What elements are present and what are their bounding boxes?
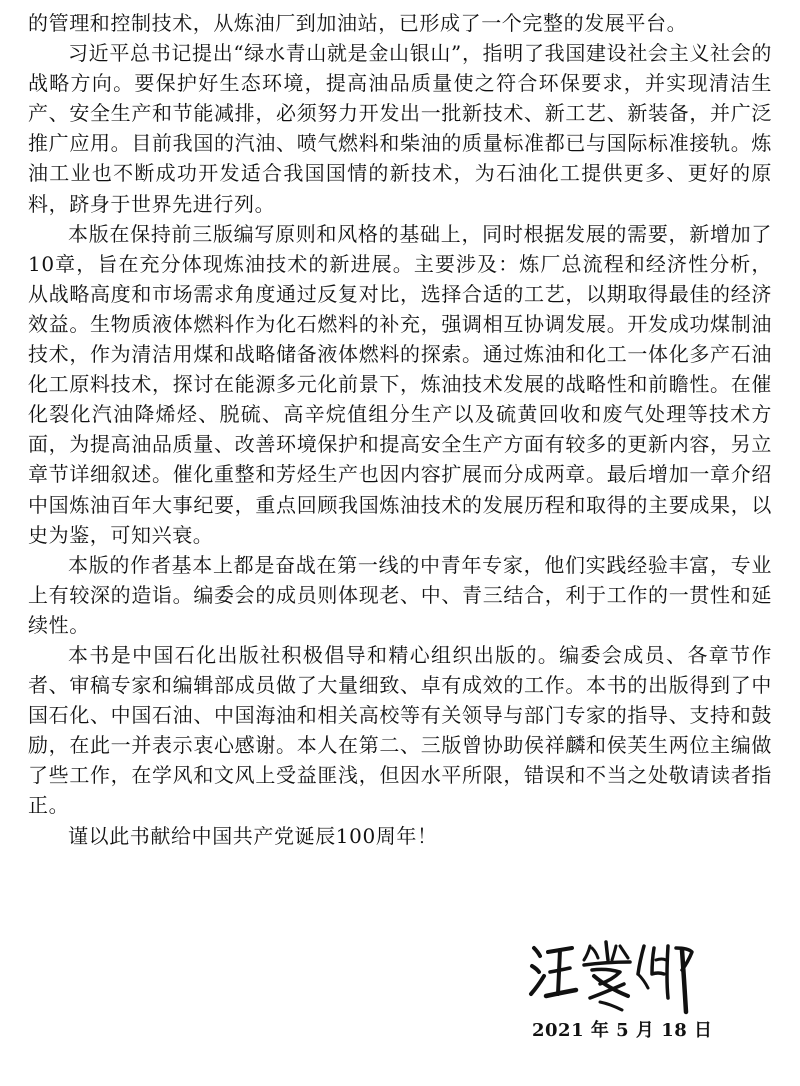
paragraph-authors: 本版的作者基本上都是奋战在第一线的中青年专家，他们实践经验丰富，专业上有较深的造诣。编委会的成员则体现老、中、青三结合，利于工作的一贯性和延续性。 <box>28 552 772 637</box>
handwritten-signature <box>528 938 698 1016</box>
paragraph-continuation: 的管理和控制技术，从炼油厂到加油站，已形成了一个完整的发展平台。 <box>28 11 688 35</box>
document-body <box>28 8 772 851</box>
paragraph-green-mountains: 习近平总书记提出“绿水青山就是金山银山”，指明了我国建设社会主义社会的战略方向。要保护好生态环境，提高油品质量使之符合环保要求，并实现清洁生产、安全生产和节能减排，必须努力开发出一批新技术、新工艺、新装备，并广泛推广应用。目前我国的汽油、喷气燃料和柴油的质量标准都已与国际标准接轨。炼油工业也不断成功开发适合我国国情的新技术，为石油化工提供更多、更好的原料，跻身于世界先进行列。 <box>28 41 772 216</box>
paragraph-acknowledgements: 本书是中国石化出版社积极倡导和精心组织出版的。编委会成员、各章节作者、审稿专家和编辑部成员做了大量细致、卓有成效的工作。本书的出版得到了中国石化、中国石油、中国海油和相关高校等有关领导与部门专家的指导、支持和鼓励，在此一并表示衷心感谢。本人在第二、三版曾协助侯祥麟和侯芙生两位主编做了些工作，在学风和文风上受益匪浅，但因水平所限，错误和不当之处敬请读者指正。 <box>28 642 772 818</box>
paragraph-dedication: 谨以此书献给中国共产党诞辰100周年！ <box>68 823 438 848</box>
signature-date: 2021 年 5 月 18 日 <box>532 1020 713 1041</box>
paragraph-new-edition: 本版在保持前三版编写原则和风格的基础上，同时根据发展的需要，新增加了10章，旨在充分体现炼油技术的新进展。主要涉及：炼厂总流程和经济性分析，从战略高度和市场需求角度通过反复对比，选择合适的工艺，以期取得最佳的经济效益。生物质液体燃料作为化石燃料的补充，强调相互协调发展。开发成功煤制油技术，作为清洁用煤和战略储备液体燃料的探索。通过炼油和化工一体化多产石油化工原料技术，探讨在能源多元化前景下，炼油技术发展的战略性和前瞻性。在催化裂化汽油降烯烃、脱硫、高辛烷值组分生产以及硫黄回收和废气处理等技术方面，为提高油品质量、改善环境保护和提高安全生产方面有较多的更新内容，另立章节详细叙述。催化重整和芳烃生产也因内容扩展而分成两章。最后增加一章介绍中国炼油百年大事纪要，重点回顾我国炼油技术的发展历程和取得的主要成果，以史为鉴，可知兴衰。 <box>28 221 772 547</box>
